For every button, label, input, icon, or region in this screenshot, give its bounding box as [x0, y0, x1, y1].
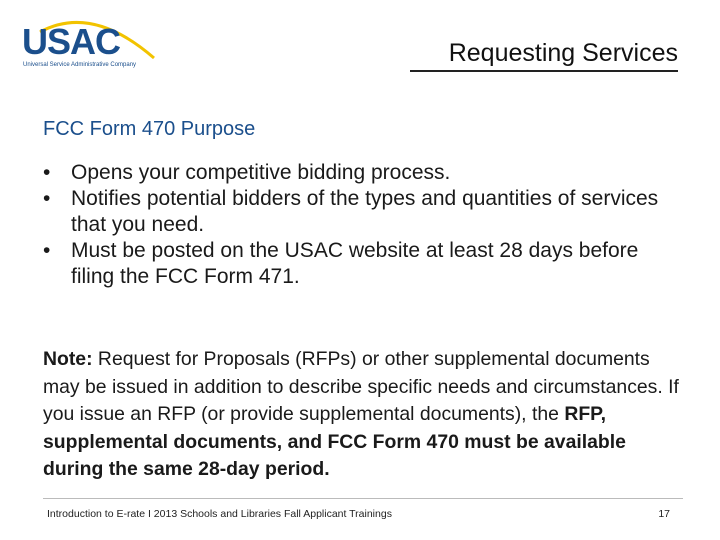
- section-title: FCC Form 470 Purpose: [43, 118, 256, 140]
- note-paragraph: [43, 346, 683, 484]
- bullet-marker: •: [43, 239, 51, 262]
- bullet-text: Must be posted on the USAC website at least 28 days before filing the FCC Form 471.: [71, 239, 639, 288]
- logo-text: USAC: [22, 21, 121, 62]
- title-underline: [410, 70, 678, 72]
- bullet-text: Notifies potential bidders of the types and quantities of services that you need.: [71, 187, 659, 236]
- bullet-text: Opens your competitive bidding process.: [71, 161, 451, 184]
- footer-text: Introduction to E-rate I 2013 Schools and Libraries Fall Applicant Trainings: [47, 508, 392, 520]
- page-number: 17: [658, 508, 670, 520]
- list-item: [43, 160, 683, 186]
- page-title: Requesting Services: [448, 39, 678, 67]
- note-body: Request for Proposals (RFPs) or other supplemental documents may be issued in addition to describe specific needs and circumstances. If you issue an RFP (or provide supplemental documents), the: [43, 348, 679, 425]
- footer-divider: [43, 498, 683, 499]
- list-item: [43, 186, 683, 238]
- logo-tagline: Universal Service Administrative Company: [23, 62, 137, 68]
- bullet-marker: •: [43, 187, 51, 210]
- bullet-marker: •: [43, 161, 51, 184]
- note-label: Note:: [43, 348, 93, 370]
- bullet-list: [43, 160, 683, 290]
- list-item: [43, 238, 683, 290]
- note-emphasis: RFP, supplemental documents, and FCC Form 470 must be available during the same 28-day period.: [43, 403, 626, 480]
- usac-logo: [22, 10, 162, 72]
